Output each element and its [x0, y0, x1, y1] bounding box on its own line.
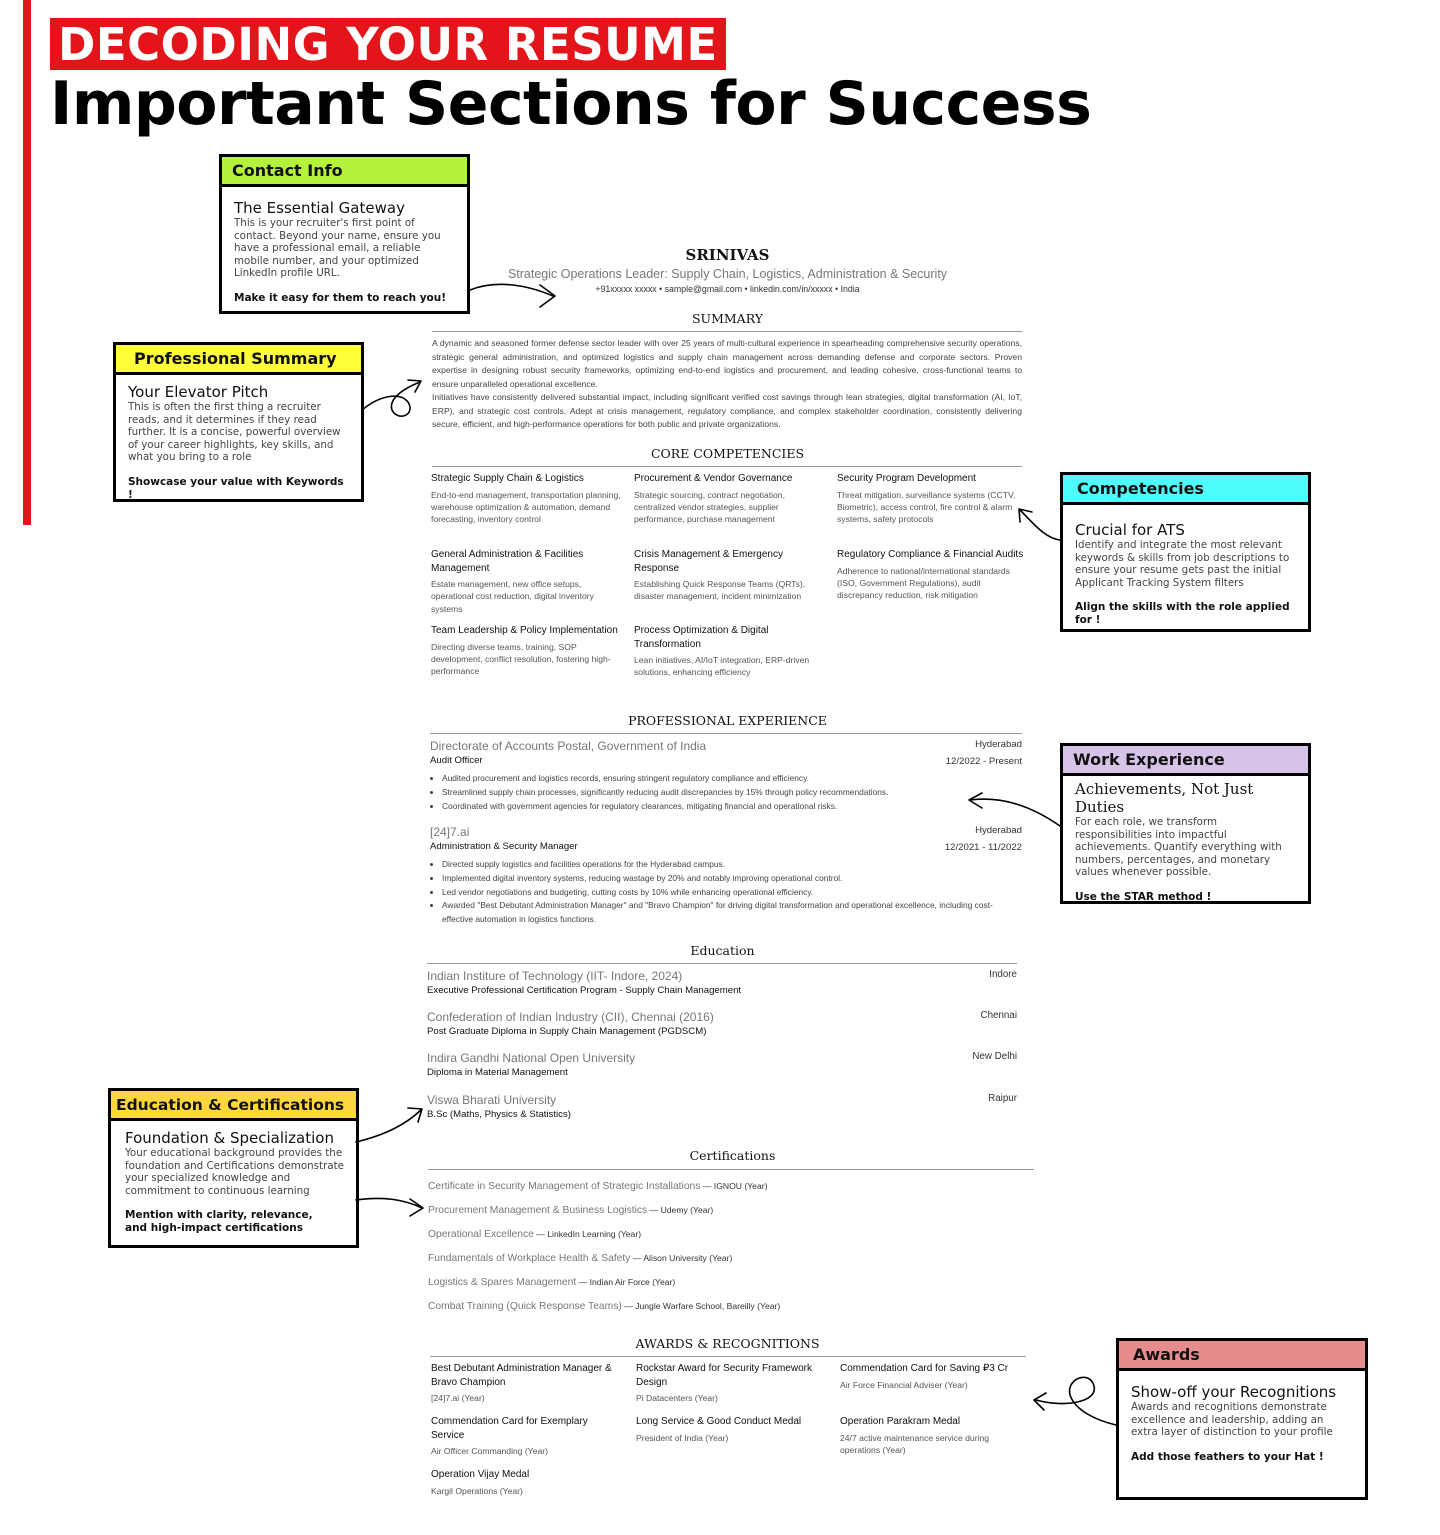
competency-title: Regulatory Compliance & Financial Audits — [837, 549, 1024, 560]
summary-p2: Initiatives have consistently delivered substantial impact, including significant verified cost savings through lean strategies, digital transformation (AI, IoT, ERP), and strategic cost controls. Adept at crisis management, regulatory compliance, and complex stakeholder coordination, consistently delivering secure, efficient, and high-performance operations for both public and private organizations. — [432, 392, 1022, 430]
education-institution: Viswa Bharati University — [427, 1093, 557, 1107]
award-item — [636, 1362, 826, 1404]
certifications-heading: Certifications — [689, 1148, 776, 1163]
arrow-awards — [1036, 1377, 1116, 1425]
award-item — [431, 1468, 621, 1497]
job-bullet: • Directed supply logistics and facilities operations for the Hyderabad campus. — [442, 858, 1022, 872]
callout-tip: Make it easy for them to reach you! — [234, 291, 447, 304]
arrow-summary — [362, 382, 420, 416]
callout-title: Achievements, Not Just Duties — [1075, 780, 1254, 816]
callout-header: Awards — [1119, 1341, 1365, 1371]
summary-heading: SUMMARY — [691, 311, 763, 326]
certification-item — [428, 1176, 767, 1194]
job-bullet: • Audited procurement and logistics records, ensuring stringent regulatory compliance and efficiency. — [442, 772, 1022, 786]
certification-source: — IGNOU (Year) — [700, 1181, 768, 1191]
certification-name: Certificate in Security Management of Strategic Installations — [428, 1181, 701, 1192]
award-source: Kargil Operations (Year) — [431, 1485, 523, 1496]
education-degree: Post Graduate Diploma in Supply Chain Management (PGDSCM) — [427, 1026, 707, 1037]
competency-desc: Strategic sourcing, contract negotiation, centralized vendor strategies, supplier performance, purchase management — [634, 489, 785, 525]
education-entry — [427, 1093, 1017, 1120]
callout-header: Work Experience — [1063, 746, 1308, 776]
certification-source: — Jungle Warfare School, Bareilly (Year) — [621, 1301, 781, 1311]
callout-desc: Identify and integrate the most relevant keywords & skills from job descriptions to ensure your resume gets past the initial Applicant Tracking System filters — [1075, 539, 1290, 589]
job-role: Audit Officer — [430, 755, 483, 766]
job-entry — [430, 739, 1022, 813]
education-entry — [427, 1010, 1017, 1037]
certification-source: — Alison University (Year) — [630, 1253, 733, 1263]
callout-header: Competencies — [1063, 475, 1308, 505]
competency-desc: Estate management, new office setups, operational cost reduction, digital inventory systems — [431, 579, 594, 614]
competency-title: Crisis Management & Emergency Response — [634, 549, 783, 574]
competency-title: Process Optimization & Digital Transformation — [634, 625, 769, 650]
competency-item — [431, 624, 621, 678]
certification-source: — Udemy (Year) — [647, 1205, 714, 1215]
job-bullets — [430, 858, 1022, 927]
certification-name: Logistics & Spares Management — [428, 1277, 577, 1288]
resume-contact: +91xxxxx xxxxx • sample@gmail.com • linkedin.com/in/xxxxx • India — [595, 284, 860, 294]
education-entry — [427, 1051, 1017, 1078]
education-degree: Diploma in Material Management — [427, 1067, 568, 1078]
job-entry — [430, 825, 1022, 927]
certification-item — [428, 1200, 713, 1218]
job-dates: 12/2021 - 11/2022 — [944, 842, 1022, 853]
certification-item — [428, 1296, 780, 1314]
callout-tip: Mention with clarity, relevance, and high-impact certifications — [125, 1209, 313, 1235]
divider — [432, 466, 1022, 467]
callout-tip: Showcase your value with Keywords ! — [128, 475, 344, 501]
competency-desc: End-to-end management, transportation planning, warehouse optimization & automation, demand forecasting, inventory control — [431, 489, 621, 525]
award-title: Commendation Card for Exemplary Service — [431, 1416, 588, 1441]
competency-item — [634, 472, 824, 526]
award-source: [24]7.ai (Year) — [431, 1393, 485, 1403]
callout-desc: For each role, we transform responsibilities into impactful achievements. Quantify everything with numbers, percentages, and monetary values whenever possible. — [1075, 816, 1282, 879]
education-location: New Delhi — [972, 1051, 1017, 1062]
divider — [432, 331, 1022, 332]
competency-title: Team Leadership & Policy Implementation — [431, 625, 618, 636]
education-location: Raipur — [988, 1093, 1017, 1104]
callout-tip: Use the STAR method ! — [1075, 890, 1212, 903]
competency-title: Procurement & Vendor Governance — [634, 473, 793, 484]
competency-desc: Threat mitigation, surveillance systems (CCTV, Biometric), access control, fire control & alarm systems, safety protocols — [837, 489, 1016, 525]
callout-title: Foundation & Specialization — [125, 1129, 334, 1147]
arrow-education-2-head — [410, 1199, 423, 1216]
competency-desc: Establishing Quick Response Teams (QRTs), disaster management, incident minimization — [634, 579, 806, 602]
divider — [427, 963, 1017, 964]
job-bullet: • Led vendor negotiations and budgeting, cutting costs by 10% while enhancing operational efficiency. — [442, 886, 1022, 900]
job-role: Administration & Security Manager — [430, 841, 578, 852]
education-entry — [427, 969, 1017, 996]
education-heading: Education — [690, 943, 755, 958]
competency-title: General Administration & Facilities Management — [431, 549, 584, 574]
award-item — [840, 1362, 1030, 1391]
page-title: Important Sections for Success — [50, 69, 1092, 139]
callout-title: Crucial for ATS — [1075, 521, 1185, 539]
certification-source: — Indian Air Force (Year) — [576, 1277, 676, 1287]
resume-subtitle: Strategic Operations Leader: Supply Chain, Logistics, Administration & Security — [507, 267, 948, 281]
award-title: Operation Vijay Medal — [431, 1469, 530, 1480]
award-source: Pi Datacenters (Year) — [636, 1393, 718, 1403]
award-title: Operation Parakram Medal — [840, 1416, 961, 1427]
callout-tip: Add those feathers to your Hat ! — [1131, 1450, 1324, 1463]
certification-name: Operational Excellence — [428, 1229, 534, 1240]
education-location: Indore — [989, 969, 1017, 980]
education-institution: Indian Institure of Technology (IIT- Indore, 2024) — [427, 969, 683, 983]
callout-desc: This is often the first thing a recruiter reads, and it determines if they read further. It is a concise, powerful overview of your career highlights, key skills, and what you bring to a role — [128, 401, 341, 464]
callout-tip: Align the skills with the role applied for ! — [1075, 601, 1290, 627]
certification-item — [428, 1248, 732, 1266]
summary-p1: A dynamic and seasoned former defense sector leader with over 25 years of multi-cultural experience in spearheading comprehensive security operations, strategic general administration, and optimized logistics and supply chain management across demanding defense and corporate sectors. Proven expertise in designing robust security frameworks, optimizing end-to-end logistics and procurement, and leading cohesive, cross-functional teams to ensure unparalleled operational excellence. — [432, 338, 1022, 389]
callout-header: Education & Certifications — [111, 1091, 356, 1121]
callout-desc: This is your recruiter's first point of contact. Beyond your name, ensure you have a professional email, a reliable mobile number, and your optimized LinkedIn profile URL. — [234, 217, 441, 280]
certification-item — [428, 1224, 641, 1242]
job-bullet: • Coordinated with government agencies for regulatory clearances, mitigating financial and operational risks. — [442, 800, 1022, 814]
award-title: Commendation Card for Saving ₽3 Cr — [840, 1363, 1009, 1374]
experience-heading: PROFESSIONAL EXPERIENCE — [628, 713, 827, 728]
certification-item — [428, 1272, 675, 1290]
competency-item — [431, 548, 621, 615]
education-degree: B.Sc (Maths, Physics & Statistics) — [427, 1109, 571, 1120]
award-title: Best Debutant Administration Manager & Bravo Champion — [431, 1363, 612, 1388]
education-location: Chennai — [980, 1010, 1017, 1021]
competency-item — [431, 472, 621, 526]
job-location: Hyderabad — [975, 825, 1022, 836]
awards-heading: AWARDS & RECOGNITIONS — [635, 1336, 820, 1351]
callout-header: Contact Info — [222, 157, 467, 187]
certification-name: Procurement Management & Business Logistics — [428, 1205, 648, 1216]
job-company: Directorate of Accounts Postal, Government of India — [430, 739, 707, 753]
award-item — [636, 1415, 826, 1444]
award-source: President of India (Year) — [636, 1432, 729, 1443]
resume-name: SRINIVAS — [685, 246, 770, 264]
arrow-education-1 — [356, 1110, 421, 1142]
callout-header: Professional Summary — [116, 345, 361, 375]
competency-item — [634, 548, 824, 603]
job-location: Hyderabad — [975, 739, 1022, 750]
award-item — [431, 1362, 621, 1404]
education-institution: Confederation of Indian Industry (CII), Chennai (2016) — [427, 1010, 714, 1024]
banner: DECODING YOUR RESUME — [50, 18, 726, 70]
job-bullet: • Streamlined supply chain processes, significantly reducing audit discrepancies by 15% through policy recommendations. — [442, 786, 1022, 800]
competency-title: Security Program Development — [837, 473, 976, 484]
award-item — [840, 1415, 1030, 1456]
award-source: Air Officer Commanding (Year) — [431, 1446, 549, 1456]
award-source: 24/7 active maintenance service during operations (Year) — [840, 1432, 990, 1455]
certification-name: Fundamentals of Workplace Health & Safety — [428, 1253, 631, 1264]
education-degree: Executive Professional Certification Program - Supply Chain Management — [427, 985, 742, 996]
award-title: Long Service & Good Conduct Medal — [636, 1416, 802, 1427]
competency-desc: Directing diverse teams, training, SOP development, conflict resolution, fostering high-performance — [431, 641, 611, 677]
callout-title: The Essential Gateway — [234, 199, 405, 217]
competency-item — [837, 548, 1027, 602]
competency-desc: Lean initiatives, AI/IoT integration, ERP-driven solutions, enhancing efficiency — [634, 655, 810, 678]
callout-desc: Awards and recognitions demonstrate excellence and leadership, adding an extra layer of distinction to your profile — [1131, 1401, 1333, 1439]
job-dates: 12/2022 - Present — [945, 756, 1022, 767]
award-item — [431, 1415, 621, 1457]
divider — [428, 1169, 1034, 1170]
job-bullet: • Implemented digital inventory systems, reducing wastage by 20% and notably improving operational control. — [442, 872, 1022, 886]
education-institution: Indira Gandhi National Open University — [427, 1051, 636, 1065]
competencies-heading: CORE COMPETENCIES — [650, 446, 805, 461]
callout-desc: Your educational background provides the foundation and Certifications demonstrate your specialized knowledge and commitment to continuous learning — [125, 1147, 344, 1197]
callout-title: Show-off your Recognitions — [1131, 1383, 1337, 1401]
divider — [430, 1356, 1026, 1357]
job-company: [24]7.ai — [430, 825, 470, 839]
competency-item — [634, 624, 824, 679]
certification-source: — LinkedIn Learning (Year) — [533, 1229, 642, 1239]
callout-title: Your Elevator Pitch — [128, 383, 269, 401]
award-source: Air Force Financial Adviser (Year) — [840, 1379, 968, 1390]
job-bullet: • Awarded "Best Debutant Administration Manager" and "Bravo Champion" for driving digital transformation and operational excellence, including cost-effective automation in logistics functions. — [442, 899, 1022, 927]
competency-title: Strategic Supply Chain & Logistics — [431, 473, 584, 484]
award-title: Rockstar Award for Security Framework Design — [636, 1363, 812, 1388]
job-bullets — [430, 772, 1022, 813]
divider — [430, 733, 1022, 734]
competency-desc: Adherence to national/international standards (ISO, Government Regulations), audit discrepancy reduction, risk mitigation — [837, 565, 1010, 601]
certification-name: Combat Training (Quick Response Teams) — [428, 1301, 622, 1312]
competency-item — [837, 472, 1027, 526]
